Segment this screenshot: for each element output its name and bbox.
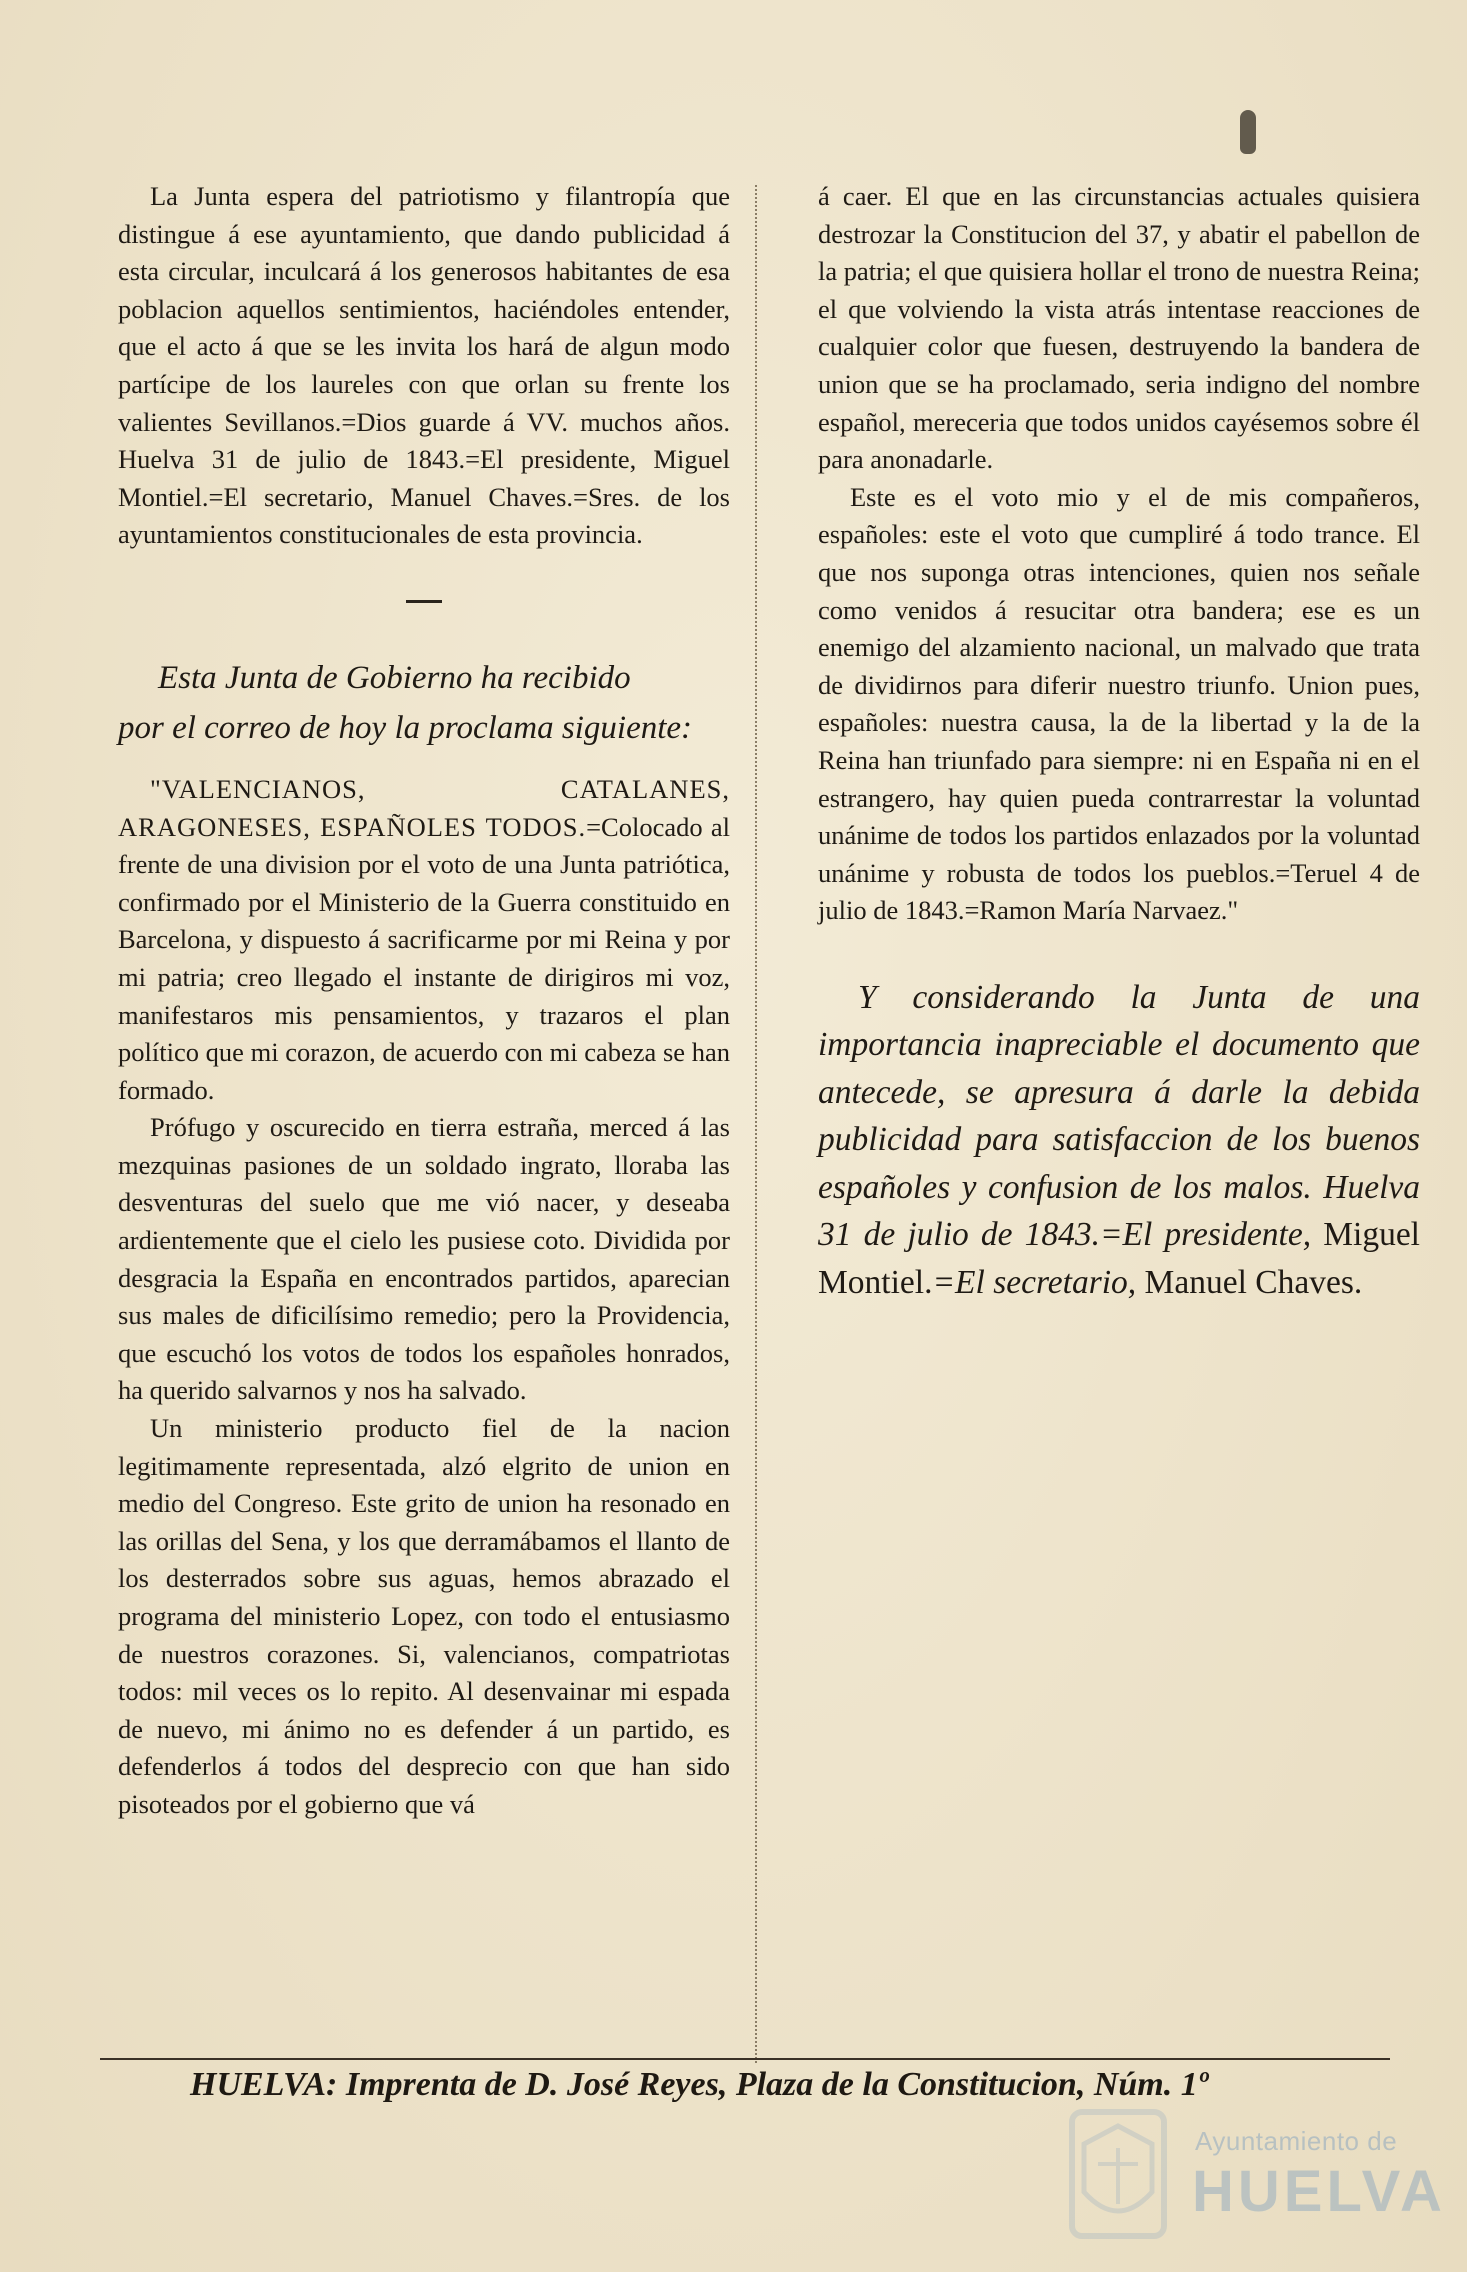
heading-line-2: por el correo de hoy la proclama siguiente: [118,709,693,746]
proclama-paragraph-2: Prófugo y oscurecido en tierra estraña, merced á las mezquinas pasiones de un soldado ingrato, lloraba las desventuras del suelo que me vió nacer, y deseaba ardientemente que el cielo les pusiese coto. Dividida por desgracia la España en encontrados partidos, aparecian sus males de dificilísimo remedio; pero la Providencia, que escuchó los votos de todos los españoles honrados, ha querido salvarnos y nos ha salvado. [118,1112,730,1406]
proclama-heading [118,653,730,753]
junta-closing-note [818,974,1420,1307]
proclama-address: "VALENCIANOS, CATALANES, ARAGONESES, ESPAÑOLES TODOS. [118,773,730,842]
proclama-continuation: á caer. El que en las circunstancias actuales quisiera destrozar la Constitucion del 37, y abatir el pabellon de la patria; el que quisiera hollar el trono de nuestra Reina; el que volviendo la vista atrás intentase reacciones de cualquier color que fuesen, destruyendo la bandera de union que se ha proclamado, seria indigno del nombre español, mereceria que todos unidos cayésemos sobre él para anonadarle. [818,181,1420,475]
watermark-line-2: HUELVA [1192,2159,1446,2224]
section-rule [406,600,442,603]
closing-italic-text: Y considerando la Junta de una importancia inapreciable el documento que antecede, se apresura á darle la debida publicidad para satisfaccion de los buenos españoles y confusion de los malos. Huelva 31 de julio de 1843.=El presidente, [818,978,1420,1254]
heading-line-1: Esta Junta de Gobierno ha recibido [158,659,631,696]
president-name: Miguel Montiel. [818,1216,1420,1301]
left-column [118,178,730,1824]
footer-rule [100,2058,1390,2060]
column-divider [755,185,759,2063]
watermark-line-1: Ayuntamiento de [1195,2126,1398,2156]
proclama-closing-paragraph: Este es el voto mio y el de mis compañeros, españoles: este el voto que cumpliré á todo trance. El que nos suponga otras intenciones, quien nos señale como venidos á resucitar otra bandera; ese es un enemigo del alzamiento nacional, un malvado que trata de dividirnos para diferir nuestro triunfo. Union pues, españoles: nuestra causa, la de la libertad y la de la Reina han triunfado para siempre: ni en España ni en el estrangero, hay quien pueda contrarrestar la voluntad unánime de todos los partidos enlazados por la voluntad unánime y robusta de todos los pueblos.=Teruel 4 de julio de 1843.=Ramon María Narvaez." [818,481,1420,926]
imprint-footer: HUELVA: Imprenta de D. José Reyes, Plaza de la Constitucion, Núm. 1º [190,2066,1208,2103]
secretary-label: =El secretario, [932,1263,1137,1301]
right-column [818,178,1420,1340]
junta-circular-paragraph: La Junta espera del patriotismo y filantropía que distingue á ese ayuntamiento, que dando publicidad á esta circular, inculcará á los generosos habitantes de esa poblacion aquellos sentimientos, haciéndoles entender, que el acto á que se les invita los hará de algun modo partícipe de los laureles con que orlan su frente los valientes Sevillanos.=Dios guarde á VV. muchos años. Huelva 31 de julio de 1843.=El presidente, Miguel Montiel.=El secretario, Manuel Chaves.=Sres. de los ayuntamientos constitucionales de esta provincia. [118,181,730,550]
proclama-first-paragraph: =Colocado al frente de una division por el voto de una Junta patriótica, confirmado por el Ministerio de la Guerra constituido en Barcelona, y dispuesto á sacrificarme por mi Reina y por mi patria; creo llegado el instante de dirigiros mi voz, manifestaros mis pensamientos, y trazaros el plan político que mi corazon, de acuerdo con mi cabeza se han formado. [118,811,730,1105]
secretary-name: Manuel Chaves. [1144,1263,1363,1301]
proclama-opening [118,771,730,1109]
ink-blot [1240,110,1256,154]
proclama-paragraph-3: Un ministerio producto fiel de la nacion legitimamente representada, alzó elgrito de union en medio del Congreso. Este grito de union ha resonado en las orillas del Sena, y los que derramábamos el llanto de los desterrados sobre sus aguas, hemos abrazado el programa del ministerio Lopez, con todo el entusiasmo de nuestros corazones. Si, valencianos, compatriotas todos: mil veces os lo repito. Al desenvainar mi espada de nuevo, mi ánimo no es defender á un partido, es defenderlos á todos del desprecio con que han sido pisoteados por el gobierno que vá [118,1413,730,1819]
